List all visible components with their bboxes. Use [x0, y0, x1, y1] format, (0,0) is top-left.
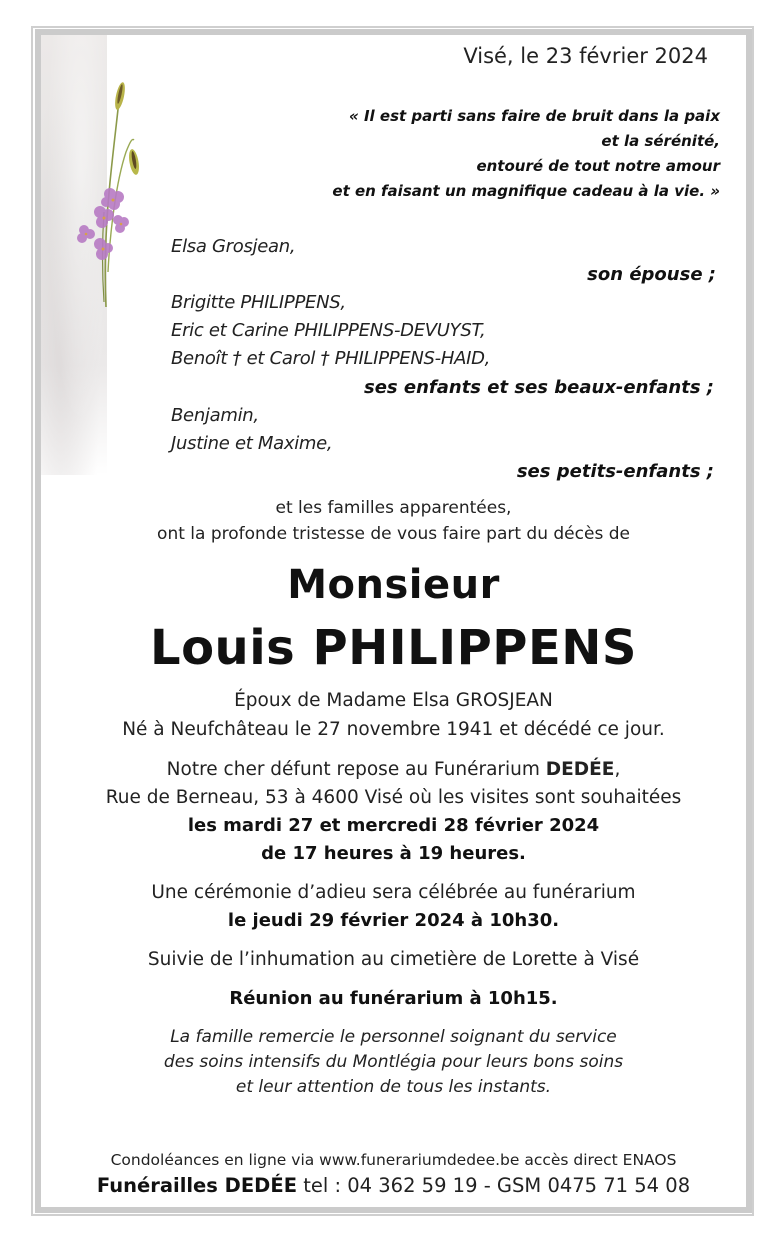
violet-flower-illustration: [66, 72, 146, 312]
viewing-comma: ,: [614, 759, 621, 780]
intro-line: ont la profonde tristesse de vous faire part du décès de: [157, 524, 630, 544]
quote-line: et en faisant un magnifique cadeau à la vie. »: [332, 182, 720, 200]
date-line: Visé, le 23 février 2024: [463, 44, 708, 68]
meeting-line: Réunion au funérarium à 10h15.: [229, 988, 558, 1009]
spouse-of-line: Époux de Madame Elsa GROSJEAN: [234, 690, 553, 711]
thanks-line: La famille remercie le personnel soignant du service: [170, 1027, 617, 1047]
deceased-name: Louis PHILIPPENS: [149, 620, 637, 676]
funeral-home-name: DEDÉE: [545, 759, 615, 780]
viewing-hours: de 17 heures à 19 heures.: [261, 843, 526, 864]
company-name: Funérailles DEDÉE: [96, 1174, 298, 1197]
deceased-title: Monsieur: [287, 562, 500, 608]
family-grandchild: Justine et Maxime,: [171, 433, 333, 454]
quote-line: et la sérénité,: [601, 132, 720, 150]
family-child: Benoît † et Carol † PHILIPPENS-HAID,: [171, 348, 491, 369]
family-grandchild: Benjamin,: [171, 405, 259, 426]
relation-children: ses enfants et ses beaux-enfants ;: [363, 377, 714, 398]
viewing-line: [41, 759, 746, 780]
burial-line: Suivie de l’inhumation au cimetière de Lorette à Visé: [147, 949, 640, 970]
address-line: Rue de Berneau, 53 à 4600 Visé où les visites sont souhaitées: [105, 787, 682, 808]
quote-line: entouré de tout notre amour: [476, 157, 720, 175]
family-child: Brigitte PHILIPPENS,: [171, 292, 346, 313]
family-spouse: Elsa Grosjean,: [171, 236, 296, 257]
birth-line: Né à Neufchâteau le 27 novembre 1941 et décédé ce jour.: [122, 719, 665, 740]
ceremony-date: le jeudi 29 février 2024 à 10h30.: [227, 910, 560, 931]
viewing-text: Notre cher défunt repose au Funérarium: [166, 759, 546, 780]
relation-grandchildren: ses petits-enfants ;: [516, 461, 714, 482]
family-child: Eric et Carine PHILIPPENS-DEVUYST,: [171, 320, 486, 341]
footer-contact-line: [41, 1174, 746, 1197]
relation-spouse: son épouse ;: [587, 264, 716, 285]
condolences-link-line[interactable]: Condoléances en ligne via www.funerariumdedee.be accès direct ENAOS: [110, 1151, 677, 1169]
thanks-line: des soins intensifs du Montlégia pour leurs bons soins: [163, 1052, 624, 1072]
viewing-dates: les mardi 27 et mercredi 28 février 2024: [187, 815, 600, 836]
intro-line: et les familles apparentées,: [275, 498, 512, 518]
thanks-line: et leur attention de tous les instants.: [235, 1077, 552, 1097]
phone-numbers: tel : 04 362 59 19 - GSM 0475 71 54 08: [297, 1174, 691, 1197]
ceremony-line: Une cérémonie d’adieu sera célébrée au funérarium: [151, 882, 636, 903]
quote-line: « Il est parti sans faire de bruit dans la paix: [349, 107, 720, 125]
